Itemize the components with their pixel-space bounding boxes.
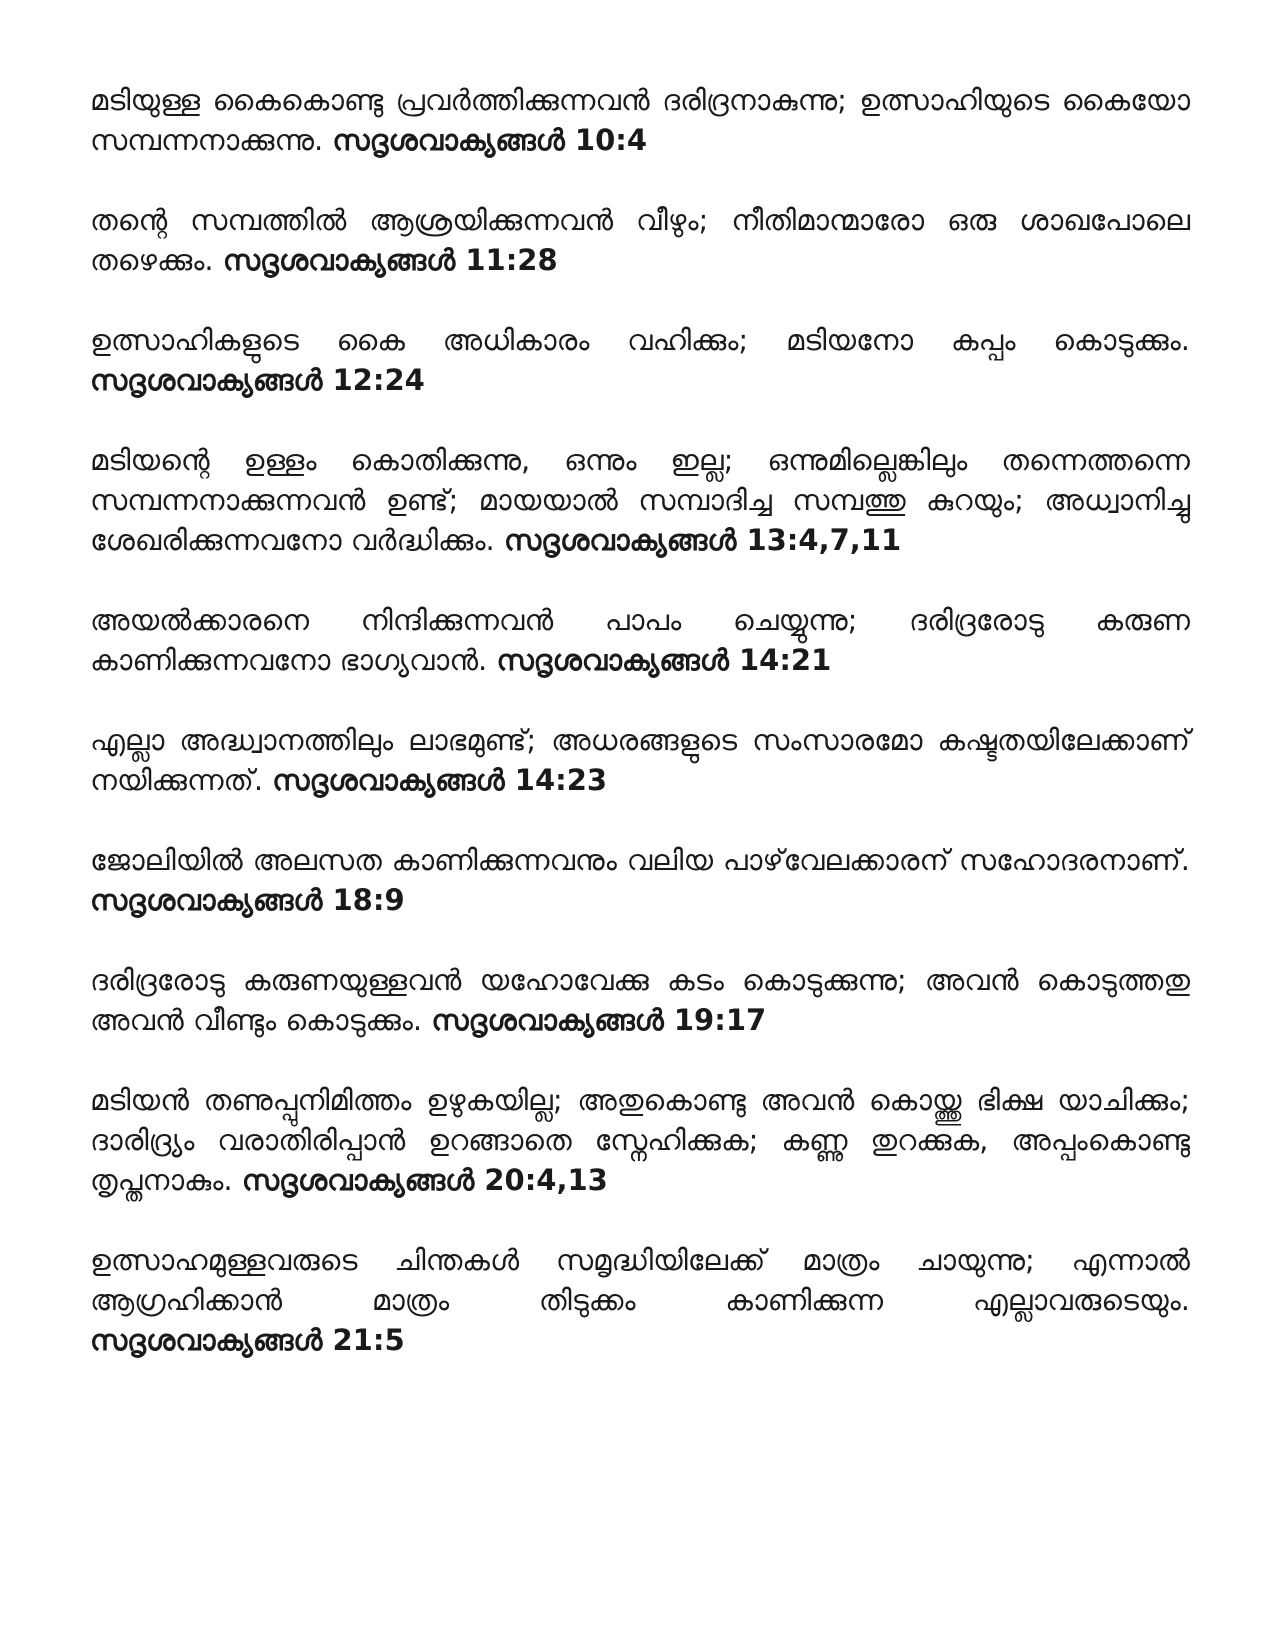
verse-paragraph — [90, 1080, 1190, 1200]
verse-text: തന്റെ സമ്പത്തിൽ ആശ്രയിക്കുന്നവൻ വീഴും; നീതിമാന്മാരോ ഒരു ശാഖപോലെ തഴെക്കും. — [90, 203, 1190, 277]
verse-text: ഉത്സാഹമുള്ളവരുടെ ചിന്തകൾ സമൃദ്ധിയിലേക്ക് മാത്രം ചായുന്നു; എന്നാൽ ആഗ്രഹിക്കാൻ മാത്രം തിടുക്കം കാണിക്കുന്ന എല്ലാവരുടെയും. — [90, 1243, 1190, 1317]
verse-paragraph — [90, 1240, 1190, 1360]
verse-reference: സദൃശവാക്യങ്ങൾ 21:5 — [90, 1323, 405, 1357]
verse-reference: സദൃശവാക്യങ്ങൾ 10:4 — [332, 123, 648, 157]
verse-paragraph — [90, 960, 1190, 1040]
verse-text: അയൽക്കാരനെ നിന്ദിക്കുന്നവൻ പാപം ചെയ്യുന്നു; ദരിദ്രരോടു കരുണ കാണിക്കുന്നവനോ ഭാഗ്യവാൻ. — [90, 603, 1190, 677]
verse-text: എല്ലാ അദ്ധ്വാനത്തിലും ലാഭമുണ്ട്; അധരങ്ങളുടെ സംസാരമോ കഷ്ടതയിലേക്കാണ് നയിക്കുന്നത്. — [90, 723, 1190, 797]
verse-paragraph — [90, 80, 1190, 160]
verse-text: മടിയുള്ള കൈകൊണ്ടു പ്രവർത്തിക്കുന്നവൻ ദരിദ്രനാകുന്നു; ഉത്സാഹിയുടെ കൈയോ സമ്പന്നനാക്കുന്നു. — [90, 83, 1190, 157]
verse-reference: സദൃശവാക്യങ്ങൾ 13:4,7,11 — [503, 523, 902, 557]
verse-paragraph — [90, 600, 1190, 680]
verse-reference: സദൃശവാക്യങ്ങൾ 14:23 — [272, 763, 608, 797]
verse-text: മടിയൻ തണുപ്പുനിമിത്തം ഉഴുകയില്ല; അതുകൊണ്ടു അവൻ കൊയ്ത്തു ഭിക്ഷ യാചിക്കും; ദാരിദ്ര്യം വരാതിരിപ്പാൻ ഉറങ്ങാതെ സ്നേഹിക്കുക; കണ്ണു തുറക്കുക, അപ്പംകൊണ്ടു തൃപ്തനാകും. — [90, 1083, 1190, 1197]
verse-reference: സദൃശവാക്യങ്ങൾ 14:21 — [496, 643, 832, 677]
verse-text: ദരിദ്രരോടു കരുണയുള്ളവൻ യഹോവേക്കു കടം കൊടുക്കുന്നു; അവൻ കൊടുത്തതു അവൻ വീണ്ടും കൊടുക്കും. — [90, 963, 1190, 1037]
verse-paragraph — [90, 320, 1190, 400]
verse-reference: സദൃശവാക്യങ്ങൾ 18:9 — [90, 883, 405, 917]
verse-paragraph — [90, 720, 1190, 800]
verse-paragraph — [90, 840, 1190, 920]
verse-text: മടിയന്റെ ഉള്ളം കൊതിക്കുന്നു, ഒന്നും ഇല്ല; ഒന്നുമില്ലെങ്കിലും തന്നെത്തന്നെ സമ്പന്നനാക്കുന്നവൻ ഉണ്ട്; മായയാൽ സമ്പാദിച്ച സമ്പത്തു കുറയും; അധ്വാനിച്ചു ശേഖരിക്കുന്നവനോ വർദ്ധിക്കും. — [90, 443, 1190, 557]
verse-reference: സദൃശവാക്യങ്ങൾ 20:4,13 — [241, 1163, 608, 1197]
verse-text: ഉത്സാഹികളുടെ കൈ അധികാരം വഹിക്കും; മടിയനോ കപ്പം കൊടുക്കും. — [90, 323, 1190, 357]
verse-reference: സദൃശവാക്യങ്ങൾ 12:24 — [90, 363, 425, 397]
verse-text: ജോലിയിൽ അലസത കാണിക്കുന്നവനും വലിയ പാഴ്‌വേലക്കാരന് സഹോദരനാണ്. — [90, 843, 1190, 877]
verse-paragraph — [90, 440, 1190, 560]
verse-reference: സദൃശവാക്യങ്ങൾ 11:28 — [222, 243, 558, 277]
verse-reference: സദൃശവാക്യങ്ങൾ 19:17 — [431, 1003, 767, 1037]
document-page — [90, 80, 1190, 1400]
verse-paragraph — [90, 200, 1190, 280]
